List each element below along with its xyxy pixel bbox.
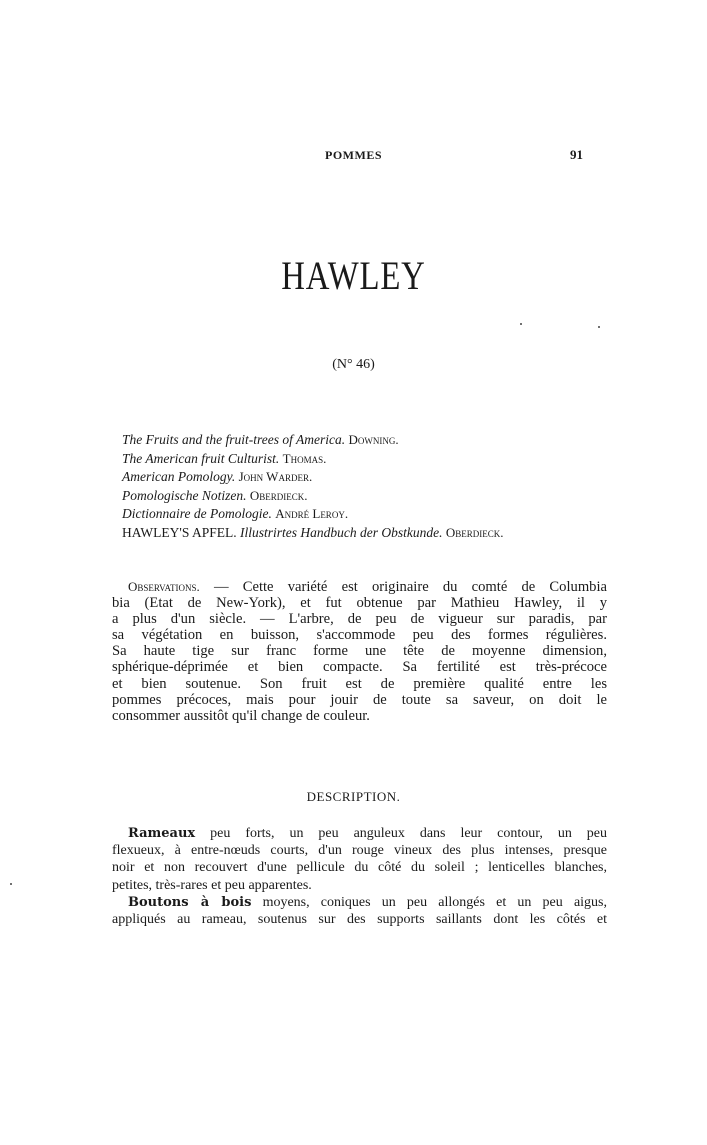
reference-item: The Fruits and the fruit-trees of America. Downing.: [122, 432, 399, 447]
scan-speck: [598, 326, 600, 328]
scan-speck: [10, 883, 12, 885]
running-title: POMMES: [325, 148, 382, 162]
observations-label: Observations.: [128, 579, 200, 594]
page-number: 91: [570, 147, 583, 162]
boutons-label: Boutons à bois: [128, 894, 252, 910]
page-title: HAWLEY: [281, 253, 426, 298]
reference-item: American Pomology. John Warder.: [122, 469, 313, 485]
scan-speck: [520, 323, 522, 325]
reference-item: Dictionnaire de Pomologie. André Leroy.: [122, 506, 349, 522]
reference-item: The American fruit Culturist. Thomas.: [122, 450, 327, 466]
reference-item: HAWLEY'S APFEL. Illustrirtes Handbuch der Obstkunde. Oberdieck.: [122, 524, 504, 540]
variety-number: (N° 46): [332, 357, 375, 372]
reference-item: Pomologische Notizen. Oberdieck.: [122, 487, 308, 503]
references-list: [122, 431, 602, 543]
rameaux-label: Rameaux: [128, 826, 196, 841]
description-paragraph: Rameaux peu forts, un peu anguleux dans leur contour, un peu flexueux, à entre-nœuds courts, d'un rouge vineux des plus intenses, presque noir et non recouvert d'une pellicule du côté du soleil ; lenticelles blanches, petites, très-rares et peu apparentes. Boutons à bois moyens, coniques un peu allongés et un peu aigus, appliqués au rameau, soutenus sur des supports saillants dont les côtés et: [112, 826, 608, 927]
description-heading: DESCRIPTION.: [306, 789, 401, 804]
observations-paragraph: Observations. — Cette variété est originaire du comté de Columbia bia (Etat de New-York), et fut obtenue par Mathieu Hawley, il y a plus d'un siècle. — L'arbre, de peu de vigueur sur paradis, par sa végétation en buisson, s'accommode peu des formes régulières. Sa haute tige sur franc forme une tête de moyenne dimension, sphérique-déprimée et bien compacte. Sa fertilité est très-précoce et bien soutenue. Son fruit est de première qualité entre les pommes précoces, mais pour jouir de toute sa saveur, on doit le consommer aussitôt qu'il change de couleur.: [112, 579, 607, 724]
